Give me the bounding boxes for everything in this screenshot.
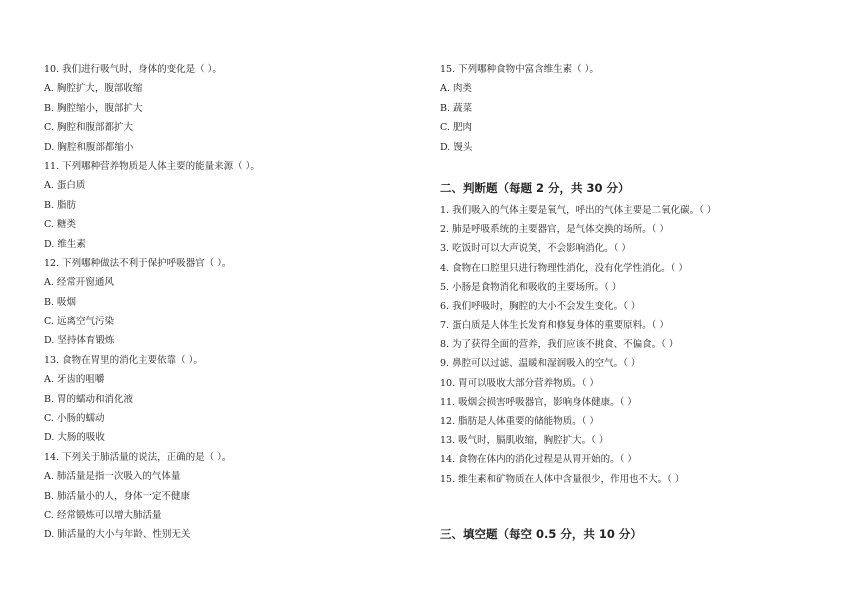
question-12-option-b: B. 吸烟 bbox=[44, 296, 77, 308]
question-14-option-d: D. 肺活量的大小与年龄、性别无关 bbox=[44, 529, 191, 541]
question-10-stem: 10. 我们进行吸气时，身体的变化是（ ）。 bbox=[44, 64, 222, 75]
question-12-option-c: C. 远离空气污染 bbox=[44, 316, 114, 328]
judgment-list bbox=[440, 201, 830, 489]
judgment-item-12: 12. 脂肪是人体重要的储能物质。（ ） bbox=[440, 416, 599, 428]
question-15-option-a: A. 肉类 bbox=[440, 83, 472, 95]
judgment-item-5: 5. 小肠是食物消化和吸收的主要场所。（ ） bbox=[440, 281, 622, 293]
judgment-item-13: 13. 吸气时，膈肌收缩，胸腔扩大。（ ） bbox=[440, 435, 609, 447]
section-spacer bbox=[440, 157, 830, 175]
question-14-stem: 14. 下列关于肺活量的说法，正确的是（ ）。 bbox=[44, 451, 232, 463]
judgment-item-2: 2. 肺是呼吸系统的主要器官，是气体交换的场所。（ ） bbox=[440, 224, 669, 236]
question-10-option-a: A. 胸腔扩大，腹部收缩 bbox=[44, 83, 143, 95]
question-15-stem: 15. 下列哪种食物中富含维生素（ ）。 bbox=[440, 64, 599, 75]
question-10-option-c: C. 胸腔和腹部都扩大 bbox=[44, 122, 133, 134]
judgment-item-4: 4. 食物在口腔里只进行物理性消化，没有化学性消化。（ ） bbox=[440, 262, 688, 274]
question-15-option-c: C. 肥肉 bbox=[440, 122, 472, 134]
question-11-option-c: C. 糖类 bbox=[44, 219, 76, 231]
question-14-option-b: B. 肺活量小的人，身体一定不健康 bbox=[44, 490, 191, 502]
judgment-item-3: 3. 吃饭时可以大声说笑，不会影响消化。（ ） bbox=[440, 243, 631, 255]
question-13-option-d: D. 大肠的吸收 bbox=[44, 432, 105, 444]
question-13-stem: 13. 食物在胃里的消化主要依靠（ ）。 bbox=[44, 354, 203, 366]
section-spacer-2 bbox=[440, 489, 830, 521]
judgment-item-11: 11. 吸烟会损害呼吸器官，影响身体健康。（ ） bbox=[440, 396, 637, 408]
question-14-option-a: A. 肺活量是指一次吸入的气体量 bbox=[44, 471, 181, 483]
judgment-item-6: 6. 我们呼吸时，胸腔的大小不会发生变化。（ ） bbox=[440, 300, 641, 312]
judgment-item-10: 10. 胃可以吸收大部分营养物质。（ ） bbox=[440, 377, 599, 389]
question-15-option-d: D. 馒头 bbox=[440, 141, 473, 153]
judgment-item-1: 1. 我们吸入的气体主要是氧气，呼出的气体主要是二氧化碳。（ ） bbox=[440, 204, 717, 216]
question-11-stem: 11. 下列哪种营养物质是人体主要的能量来源（ ）。 bbox=[44, 160, 260, 172]
question-12-option-d: D. 坚持体育锻炼 bbox=[44, 335, 115, 347]
left-column bbox=[44, 60, 424, 545]
question-12-stem: 12. 下列哪种做法不利于保护呼吸器官（ ）。 bbox=[44, 257, 232, 269]
question-11-option-a: A. 蛋白质 bbox=[44, 180, 86, 192]
section-3-title: 三、填空题（每空 0.5 分，共 10 分） bbox=[440, 526, 642, 541]
question-11-option-b: B. 脂肪 bbox=[44, 199, 77, 211]
section-2-title: 二、判断题（每题 2 分，共 30 分） bbox=[440, 180, 630, 195]
judgment-item-15: 15. 维生素和矿物质在人体中含量很少，作用也不大。（ ） bbox=[440, 473, 685, 485]
right-column bbox=[440, 60, 830, 547]
judgment-item-7: 7. 蛋白质是人体生长发育和修复身体的重要原料。（ ） bbox=[440, 320, 669, 332]
question-13-option-a: A. 牙齿的咀嚼 bbox=[44, 374, 105, 386]
question-15-option-b: B. 蔬菜 bbox=[440, 102, 473, 114]
question-10-option-b: B. 胸腔缩小，腹部扩大 bbox=[44, 102, 143, 114]
judgment-item-8: 8. 为了获得全面的营养，我们应该不挑食、不偏食。（ ） bbox=[440, 339, 679, 351]
question-13-option-c: C. 小肠的蠕动 bbox=[44, 413, 105, 425]
question-11-option-d: D. 维生素 bbox=[44, 238, 86, 250]
judgment-item-14: 14. 食物在体内的消化过程是从胃开始的。（ ） bbox=[440, 454, 637, 466]
question-13-option-b: B. 胃的蠕动和消化液 bbox=[44, 393, 134, 405]
judgment-item-9: 9. 鼻腔可以过滤、温暖和湿润吸入的空气。（ ） bbox=[440, 358, 641, 370]
question-14-option-c: C. 经常锻炼可以增大肺活量 bbox=[44, 509, 162, 521]
question-12-option-a: A. 经常开窗通风 bbox=[44, 277, 114, 289]
question-10-option-d: D. 胸腔和腹部都缩小 bbox=[44, 141, 134, 153]
